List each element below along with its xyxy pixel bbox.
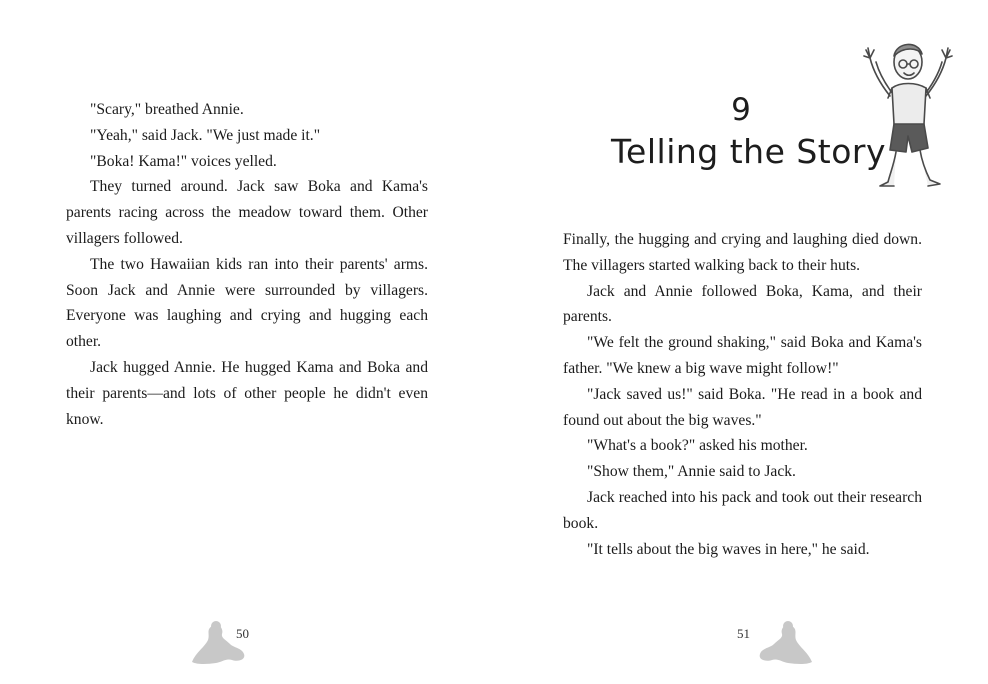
right-page-body bbox=[563, 227, 922, 562]
paragraph: Jack hugged Annie. He hugged Kama and Boka and their parents—and lots of other people he didn't even know. bbox=[66, 358, 428, 428]
page-number: 50 bbox=[236, 626, 249, 641]
paragraph: "We felt the ground shaking," said Boka and Kama's father. "We knew a big wave might follow!" bbox=[563, 334, 922, 377]
page-number: 51 bbox=[737, 626, 750, 641]
paragraph: "Show them," Annie said to Jack. bbox=[587, 463, 796, 481]
chapter-title: Telling the Story bbox=[611, 132, 887, 171]
paragraph: "Yeah," said Jack. "We just made it." bbox=[90, 126, 321, 144]
paragraph: The two Hawaiian kids ran into their parents' arms. Soon Jack and Annie were surrounded by villagers. Everyone was laughing and crying and hugging each other. bbox=[66, 255, 428, 351]
right-page bbox=[494, 0, 988, 684]
paragraph: "What's a book?" asked his mother. bbox=[587, 437, 808, 455]
left-page-body bbox=[66, 97, 428, 432]
paragraph: Jack and Annie followed Boka, Kama, and their parents. bbox=[563, 282, 922, 326]
paragraph: "Scary," breathed Annie. bbox=[90, 101, 244, 118]
paragraph: They turned around. Jack saw Boka and Kama's parents racing across the meadow toward them. Other villagers followed. bbox=[66, 178, 428, 247]
paragraph: "Jack saved us!" said Boka. "He read in a book and found out about the big waves." bbox=[563, 385, 922, 429]
paragraph: Finally, the hugging and crying and laughing died down. The villagers started walking back to their huts. bbox=[563, 231, 922, 274]
paragraph: "Boka! Kama!" voices yelled. bbox=[90, 152, 277, 170]
chapter-number: 9 bbox=[731, 92, 751, 128]
paragraph: "It tells about the big waves in here," he said. bbox=[587, 540, 870, 558]
folio-silhouette-icon bbox=[754, 618, 818, 666]
paragraph: Jack reached into his pack and took out their research book. bbox=[563, 488, 922, 532]
boy-illustration-icon bbox=[860, 28, 960, 194]
